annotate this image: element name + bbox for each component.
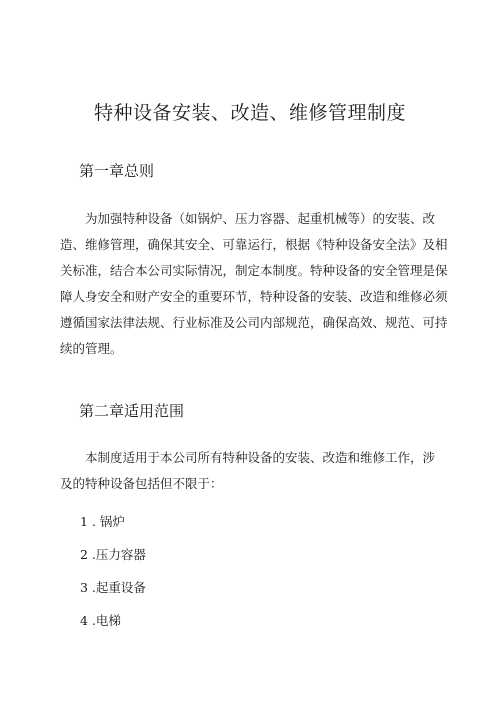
list-item: 3 .起重设备 bbox=[80, 580, 146, 595]
list-item: 1 . 锅炉 bbox=[80, 514, 125, 529]
paragraph-line: 关标准，结合本公司实际情况，制定本制度。特种设备的安全管理是保 bbox=[60, 263, 448, 278]
list-item: 4 .电梯 bbox=[80, 613, 121, 628]
paragraph-line: 造、维修管理，确保其安全、可靠运行，根据《特种设备安全法》及相 bbox=[60, 237, 448, 252]
chapter-2-heading: 第二章适用范围 bbox=[79, 402, 185, 420]
chapter-2-paragraph bbox=[60, 445, 448, 497]
paragraph-line: 障人身安全和财产安全的重要环节，特种设备的安装、改造和维修必须 bbox=[60, 289, 448, 304]
list-item: 2 .压力容器 bbox=[80, 547, 146, 562]
paragraph-line: 遵循国家法律法规、行业标准及公司内部规范，确保高效、规范、可持 bbox=[60, 315, 448, 330]
chapter-1-paragraph bbox=[60, 206, 448, 362]
chapter-1-heading: 第一章总则 bbox=[79, 162, 155, 180]
paragraph-line: 本制度适用于本公司所有特种设备的安装、改造和维修工作，涉 bbox=[85, 450, 436, 465]
paragraph-line: 为加强特种设备（如锅炉、压力容器、起重机械等）的安装、改 bbox=[85, 211, 436, 226]
paragraph-line: 续的管理。 bbox=[60, 341, 123, 356]
document-title: 特种设备安装、改造、维修管理制度 bbox=[93, 102, 406, 124]
paragraph-line: 及的特种设备包括但不限于： bbox=[60, 476, 223, 491]
equipment-list bbox=[80, 512, 146, 644]
